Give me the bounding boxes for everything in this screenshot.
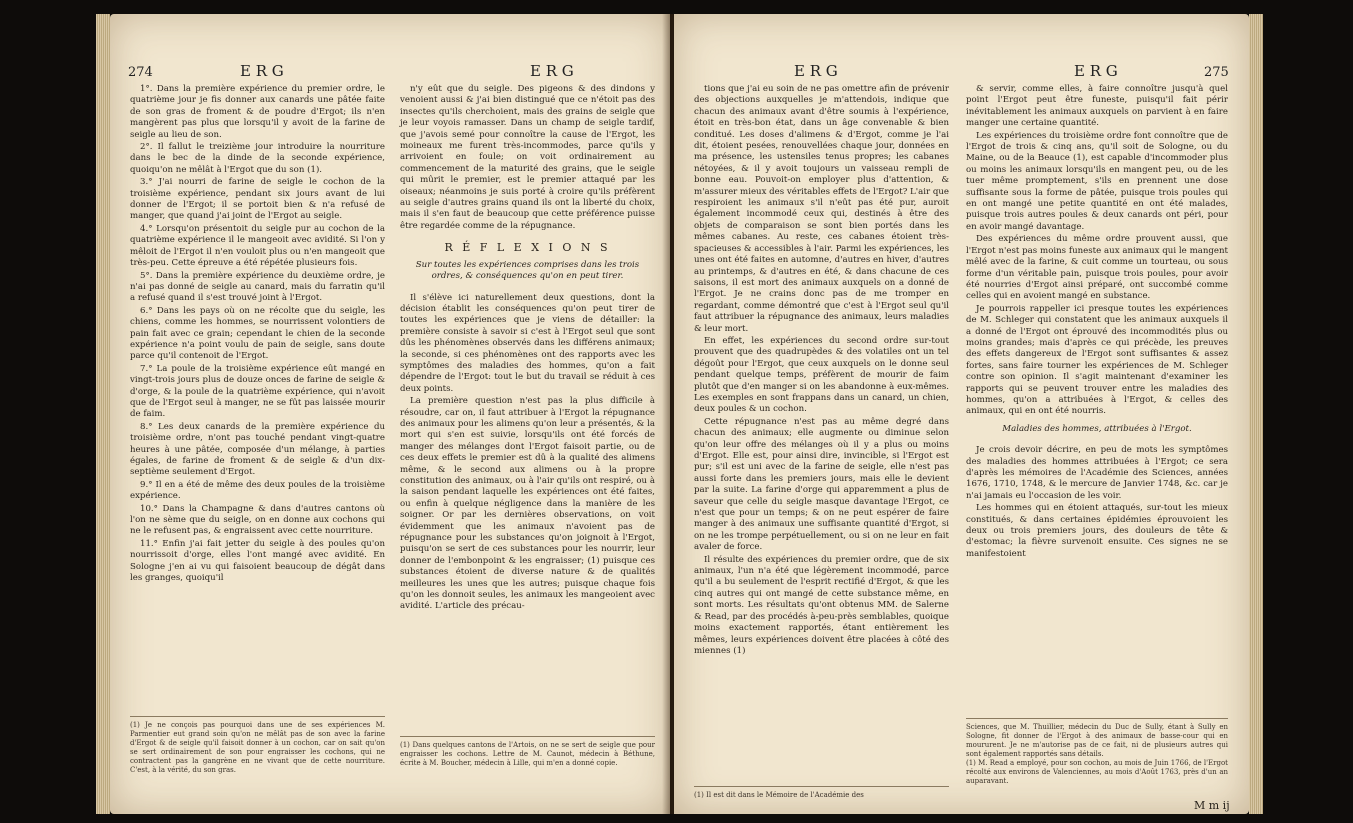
- left-column-1: [130, 84, 385, 585]
- section-title: R É F L E X I O N S: [444, 241, 611, 255]
- right-page: [674, 14, 1249, 814]
- footnote-left-1: (1) Je ne conçois pas pourquoi dans une de ses expériences M. Parmentier eut grand soin qu'on ne mêlât pas de son avec la farine d'Ergot & de seigle qu'il faisoit donner à un cochon, car on sait qu'on se sert ordinairement de son pour engraisser les cochons, qui ne contractent pas la gangrène en ne vivant que de cette nourriture. C'est, à la vérité, du son gras.: [130, 716, 385, 775]
- paragraph: & servir, comme elles, à faire connoître jusqu'à quel point l'Ergot peut être funeste, puisqu'il fait périr inévitablement les animaux auxquels on parvient à en faire manger une certaine quantité.: [966, 84, 1228, 129]
- paragraph: Je pourrois rappeller ici presque toutes les expériences de M. Schleger qui constatent que les animaux auxquels il a donné de l'Ergot ont éprouvé des incommodités plus ou moins grandes; mais d'après ce qui précède, les preuves des effets dangereux de l'Ergot sont suffisantes & assez fortes, sans faire tourner les expériences de M. Schleger contre son opinion. Il s'agit maintenant d'examiner les rapports qui se peuvent trouver entre les maladies des hommes, qu'on a attribuées à l'Ergot, & celles des animaux, qui en ont été nourris.: [966, 303, 1228, 417]
- right-column-1: [694, 84, 949, 658]
- left-running-head-2: E R G: [530, 62, 574, 80]
- paragraph: Cette répugnance n'est pas au même degré dans chacun des animaux; elle augmente ou diminue selon qu'on leur offre des mélanges où il y a plus ou moins d'Ergot. Elle est, pour ainsi dire, invincible, si l'Ergot est pur; s'il est uni avec de la farine de seigle, elle n'est pas aussi forte dans les premiers jours, mais elle le devient par la suite. La farine d'orge qui apparemment a plus de saveur que celle du seigle masque davantage l'Ergot, ce n'est que pour un temps; & on ne peut espérer de faire manger à des animaux une suffisante quantité d'Ergot, si on ne les trompe perpétuellement, ou si on ne leur en fait avaler de force.: [694, 416, 949, 553]
- paragraph: tions que j'ai eu soin de ne pas omettre afin de prévenir des objections auxquelles je m'attendois, indique que chacun des animaux avant d'être soumis à l'expérience, étoit en très-bon état, dans un âge convenable & bien conditué. Les doses d'alimens & d'Ergot, comme je l'ai dit, étoient pesées, renouvellées chaque jour, données en ma présence, les ustensiles tenus propres; les cabanes nétoyées, & il y avoit toujours un vaisseau rempli de bonne eau. Pouvoit-on employer plus d'attention, & m'assurer mieux des véritables effets de l'Ergot? L'air que respiroient les animaux s'il n'eût pas été pur, auroit également incommodé ceux qui, destinés à être des objets de comparaison se sont bien portés dans les mêmes cabanes. Au reste, ces cabanes étoient très-spacieuses & accessibles à l'air. Parmi les expériences, les unes ont été faites en automne, d'autres en hiver, d'autres au printemps, & d'autres en été, & dans chacune de ces saisons, il est mort des animaux auxquels on a donné de l'Ergot. Je ne crains donc pas de me tromper en regardant, comme démontré que c'est à l'Ergot seul qu'il faut attribuer la répugnance des animaux, leurs maladies & leur mort.: [694, 84, 949, 334]
- signature-mark: M m ij: [1194, 799, 1230, 812]
- right-column-2: [966, 84, 1228, 561]
- paragraph: 8.° Les deux canards de la première expérience du troisième ordre, n'ont pas touché pendant vingt-quatre heures à une pâtée, composée d'un mélange, à parties égales, de farine de froment & de seigle & d'un dix-septième seulement d'Ergot.: [130, 421, 385, 478]
- left-page: [110, 14, 670, 814]
- right-running-head-1: E R G: [794, 62, 838, 80]
- section-subtitle: Maladies des hommes, attribuées à l'Ergot.: [1002, 423, 1192, 434]
- left-page-number: 274: [128, 65, 153, 80]
- paragraph: 4.° Lorsqu'on présentoit du seigle pur au cochon de la quatrième expérience il le mangeoit avec avidité. Si l'on y mêloit de l'Ergot il n'en vouloit plus ou n'en mangeoit que très-peu. Cette épreuve a été répétée plusieurs fois.: [130, 223, 385, 269]
- paragraph: Les hommes qui en étoient attaqués, sur-tout les mieux constitués, & dans certaines épidémies éprouvoient les deux ou trois premiers jours, des douleurs de tête & d'estomac; la fièvre survenoit ensuite. Ces signes ne se manifestoient: [966, 503, 1228, 559]
- right-page-number: 275: [1204, 65, 1229, 80]
- paragraph: 3.° J'ai nourri de farine de seigle le cochon de la troisième expérience, pendant six jours avant de lui donner de l'Ergot; il se portoit bien & n'a refusé de manger, que quand j'ai joint de l'Ergot au seigle.: [130, 177, 385, 222]
- paragraph: 11.° Enfin j'ai fait jetter du seigle à des poules qu'on nourrissoit d'orge, elles l'ont mangé avec avidité. En Sologne j'en ai vu qui faisoient beaucoup de dégât dans les granges, quoiqu'il: [130, 538, 385, 584]
- paragraph: La première question n'est pas la plus difficile à résoudre, car on, il faut attribuer à l'Ergot la répugnance des animaux pour les alimens qu'on leur a présentés, & la mort qui s'en est suivie, lorsqu'ils ont été forcés de manger des mélanges dont l'Ergot faisoit partie, ou de ces deux effets le premier est dû à la qualité des alimens même, & le second aux alimens ou à la propre constitution des animaux, ou à l'air qu'ils ont respiré, ou à la saison pendant laquelle les expériences ont été faites, ou enfin à quelque négligence dans la manière de les soigner. Or par les dernières observations, on voit évidemment que les animaux n'avoient pas de répugnance pour les substances qu'on joignoit à l'Ergot, puisqu'on se sert de ces substances pour les nourrir, leur donner de l'embonpoint & les engraisser; (1) puisque ces substances étoient de diverse nature & de qualités meilleures les unes que les autres; puisque chaque fois qu'on les donnoit seules, les animaux les mangeoient avec avidité. L'article des précau-: [400, 396, 655, 612]
- section-subtitle: Sur toutes les expériences comprises dans les trois ordres, & conséquences qu'on en peut tirer.: [415, 259, 640, 282]
- footnote-right-2: Sciences, que M. Thuillier, médecin du Duc de Sully, étant à Sully en Sologne, fit donner de l'Ergot à des animaux de basse-cour qui en moururent. Je ne m'autorise pas de ce fait, ni de plusieurs autres qui sont également rapportés sans détails. (1) M. Read a employé, pour son cochon, au mois de Juin 1766, de l'Ergot récolté aux environs de Valenciennes, au mois d'Août 1763, près d'un an auparavant.: [966, 718, 1228, 786]
- paragraph: 6.° Dans les pays où on ne récolte que du seigle, les chiens, comme les hommes, se nourrissent volontiers de pain fait avec ce grain; cependant le chien de la seconde expérience n'a point voulu de pain de seigle, sans doute parce qu'il contenoit de l'Ergot.: [130, 305, 385, 362]
- paragraph: 5°. Dans la première expérience du deuxième ordre, je n'ai pas donné de seigle au canard, mais du farratin qu'il a refusé quand il s'est trouvé joint à l'Ergot.: [130, 270, 385, 304]
- footnote-left-2: (1) Dans quelques cantons de l'Artois, on ne se sert de seigle que pour engraisser les cochons. Lettre de M. Caunot, médecin à Béthune, écrite à M. Boucher, médecin à Lille, qui m'en a donné copie.: [400, 736, 655, 768]
- paragraph: 9.° Il en a été de même des deux poules de la troisième expérience.: [130, 479, 385, 502]
- paragraph: 7.° La poule de la troisième expérience eût mangé en vingt-trois jours plus de douze onces de farine de seigle & d'orge, & la poule de la quatrième expérience, qui n'avoit que de l'Ergot seul à manger, ne se fût pas laissée mourir de faim.: [130, 363, 385, 420]
- paragraph: n'y eût que du seigle. Des pigeons & des dindons y venoient aussi & j'ai bien distingué que ce n'étoit pas des insectes qu'ils cherchoient, mais des grains de seigle que je leur voyois ramasser. Dans un champ de seigle tardif, que j'avois semé pour connoître la cause de l'Ergot, les moineaux me furent très-incommodes, parce qu'ils y arrivoient en foule; on voit ordinairement au commencement de la maturité des grains, que le seigle qui mûrit le premier, est le premier attaqué par les oiseaux; néanmoins je suis porté à croire qu'ils préfèrent au seigle d'autres grains quand ils ont la liberté du choix, mais il s'en faut de beaucoup que cette préférence puisse être regardée comme de la répugnance.: [400, 84, 655, 231]
- right-running-head: E R G: [1074, 62, 1118, 80]
- paragraph: 1°. Dans la première expérience du premier ordre, le quatrième jour je fis donner aux canards une pâtée faite de son gras de froment & de poudre d'Ergot; ils n'en mangèrent pas plus que lorsqu'il y avoit de la farine de seigle au lieu de son.: [130, 84, 385, 140]
- paragraph: En effet, les expériences du second ordre sur-tout prouvent que des quadrupèdes & des volatiles ont un tel dégoût pour l'Ergot, que ceux auxquels on le donne seul pendant quelque temps, préfèrent de mourir de faim plutôt que d'en manger si on les abandonne à eux-mêmes. Les exemples en sont frappans dans un canard, un chien, deux poules & un cochon.: [694, 335, 949, 415]
- paragraph: Il résulte des expériences du premier ordre, que de six animaux, l'un n'a été que légèrement incommodé, parce qu'il a bu seulement de l'esprit rectifié d'Ergot, & que les cinq autres qui ont mangé de cette substance même, en sont morts. Les résultats qu'ont obtenus MM. de Salerne & Read, par des procédés à-peu-près semblables, quoique moins exactement rapportés, étant entièrement les mêmes, leurs expériences doivent être placées à côté des miennes (1): [694, 554, 949, 656]
- paragraph: 10.° Dans la Champagne & dans d'autres cantons où l'on ne sème que du seigle, on en donne aux cochons qui ne le refusent pas, & engraissent avec cette nourriture.: [130, 503, 385, 537]
- paragraph: 2°. Il fallut le treizième jour introduire la nourriture dans le bec de la dinde de la seconde expérience, quoiqu'on ne mêlât à l'Ergot que du son (1).: [130, 142, 385, 175]
- left-running-head: E R G: [240, 62, 284, 80]
- right-page-edges: [1249, 14, 1263, 814]
- footnote-right-1: (1) Il est dit dans le Mémoire de l'Académie des: [694, 786, 949, 800]
- paragraph: Des expériences du même ordre prouvent aussi, que l'Ergot n'est pas moins funeste aux animaux qui le mangent mêlé avec de la farine, & cuit comme un tourteau, ou sous forme d'un véritable pain, puisque trois poules, pour avoir été nourries d'Ergot ainsi préparé, ont succombé comme celles qui en avoient mangé en substance.: [966, 234, 1228, 302]
- left-column-2: [400, 84, 655, 614]
- paragraph: Les expériences du troisième ordre font connoître que de l'Ergot de trois & cinq ans, qu'il soit de Sologne, ou du Maine, ou de la Beauce (1), est capable d'incommoder plus ou moins les animaux lorsqu'ils en mangent peu, ou de les tuer même promptement, s'ils en prennent une dose suffisante sous la forme de pâtée, puisque trois poules qui en ont mangé une petite quantité en ont été malades, puisque trois autres poules & deux canards ont péri, pour en avoir mangé davantage.: [966, 130, 1228, 232]
- paragraph: Il s'élève ici naturellement deux questions, dont la décision établit les conséquences qu'on peut tirer de toutes les expériences que je viens de détailler: la première consiste à savoir si c'est à l'Ergot seul que sont dûs les phénomènes observés dans les différens animaux; la seconde, si ces phénomènes ont des rapports avec les symptômes des maladies des hommes, qu'on a fait dépendre de l'Ergot: tout le but du travail se réduit à ces deux points.: [400, 292, 655, 394]
- paragraph: Je crois devoir décrire, en peu de mots les symptômes des maladies des hommes attribuées à l'Ergot; ce sera d'après les mémoires de l'Académie des Sciences, années 1676, 1710, 1748, & le mercure de Janvier 1748, &c. car je n'ai jamais eu l'occasion de les voir.: [966, 445, 1228, 501]
- left-page-edges: [96, 14, 110, 814]
